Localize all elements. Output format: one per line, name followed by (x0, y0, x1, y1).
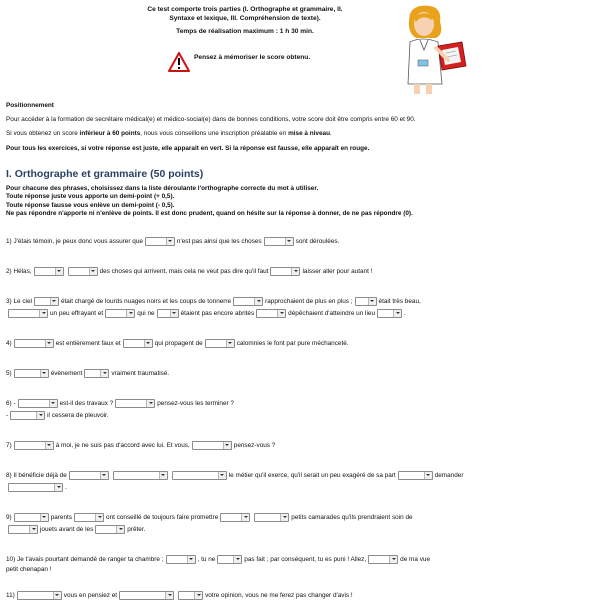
question-10-line-1 (6, 554, 430, 566)
q3-select-1[interactable] (34, 297, 59, 306)
memo-text: Pensez à mémoriser le score obtenu. (194, 54, 311, 61)
q4-select-1[interactable] (14, 339, 54, 348)
q3-select-5[interactable] (105, 309, 135, 318)
q3-text-2: était chargé de lourds nuages noirs et les coups de tonnerre (60, 298, 232, 305)
q9-text-5: jouets avant de les (40, 526, 94, 533)
q2-select-3[interactable] (270, 267, 300, 276)
intro-paragraph-2 (6, 130, 332, 139)
q9-text-6: prêter. (127, 526, 146, 533)
chevron-down-icon (95, 514, 103, 521)
chevron-down-icon (170, 310, 178, 317)
q3-select-3[interactable] (355, 297, 377, 306)
q1-text-2: n'est pas ainsi que les choses (176, 238, 262, 245)
section-1-title: I. Orthographe et grammaire (50 points) (6, 168, 204, 180)
chevron-down-icon (165, 592, 173, 599)
intro-paragraph-3: Pour tous les exercices, si votre réponse est juste, elle apparaît en vert. Si la réponse est fausse, elle apparaît en rouge. (6, 145, 370, 152)
chevron-down-icon (116, 526, 124, 533)
chevron-down-icon (218, 472, 226, 479)
intro-p2-e: . (330, 130, 332, 137)
chevron-down-icon (368, 298, 376, 305)
q9-text-2: parents (50, 514, 73, 521)
q3-text-4: était très beau, (378, 298, 421, 305)
q5-select-2[interactable] (84, 369, 109, 378)
q6-text-3: pensez-vous les terminer ? (157, 400, 234, 407)
question-8-line-1 (6, 470, 463, 482)
question-6-line-1 (6, 398, 234, 410)
header-time: Temps de réalisation maximum : 1 h 30 min. (176, 28, 314, 36)
question-9-line-1 (6, 512, 413, 524)
question-4 (6, 338, 349, 350)
question-10-line-2 (6, 564, 51, 576)
chevron-down-icon (100, 370, 108, 377)
q2-text-2: des choses qui arrivent, mais cela ne veut pas dire qu'il faut (99, 268, 269, 275)
q3-select-2[interactable] (233, 297, 263, 306)
q9-select-5[interactable] (8, 525, 38, 534)
q4-select-3[interactable] (205, 339, 235, 348)
chevron-down-icon (126, 310, 134, 317)
chevron-down-icon (89, 268, 97, 275)
q10-select-2[interactable] (217, 555, 242, 564)
q3-text-7: étaient pas encore abrités (180, 310, 255, 317)
q3-select-4[interactable] (8, 309, 48, 318)
question-9-line-2 (6, 524, 145, 536)
q1-text-3: sont déroulées. (295, 238, 340, 245)
chevron-down-icon (187, 556, 195, 563)
q3-select-7[interactable] (256, 309, 286, 318)
q8-select-4[interactable] (398, 471, 433, 480)
q8-select-3[interactable] (172, 471, 227, 480)
question-3-line-1 (6, 296, 421, 308)
chevron-down-icon (241, 514, 249, 521)
q4-text-1: 4) (6, 340, 12, 347)
chevron-down-icon (424, 472, 432, 479)
q6-select-1[interactable] (18, 399, 58, 408)
chevron-down-icon (223, 442, 231, 449)
q5-text-3: vraiment traumatisé. (111, 370, 170, 377)
question-5 (6, 368, 169, 380)
question-1 (6, 236, 339, 248)
intro-p2-score: inférieur à 60 points (79, 130, 141, 137)
test-header (120, 6, 370, 42)
q8-text-1: 8) Il bénéficie déjà de (6, 472, 67, 479)
q8-text-2: le métier qu'il exerce, qu'il serait un peu exagéré de sa part (228, 472, 396, 479)
q9-select-3[interactable] (220, 513, 250, 522)
q10-text-3: pas fait ; par conséquent, tu es puni ! Allez, (244, 556, 367, 563)
chevron-down-icon (280, 514, 288, 521)
chevron-down-icon (144, 340, 152, 347)
q1-text-1: 1) J'étais témoin, je peux donc vous assurer que (6, 238, 143, 245)
q3-text-3: rapprochaient de plus en plus ; (265, 298, 353, 305)
q8-text-4: . (65, 484, 67, 491)
q9-text-4: petits camarades qu'ils prendraient soin de (291, 514, 413, 521)
q4-text-3: qui propagent de (154, 340, 203, 347)
chevron-down-icon (166, 238, 174, 245)
q10-select-3[interactable] (368, 555, 398, 564)
q2-select-2[interactable] (68, 267, 98, 276)
chevron-down-icon (277, 310, 285, 317)
q3-text-5: un peu effrayant et (50, 310, 104, 317)
chevron-down-icon (100, 472, 108, 479)
chevron-down-icon (146, 400, 154, 407)
secretary-illustration-icon (392, 4, 468, 94)
q3-select-6[interactable] (157, 309, 179, 318)
q11-select-3[interactable] (178, 591, 203, 600)
q6-select-2[interactable] (115, 399, 155, 408)
q9-text-3: ont conseillé de toujours faire promettre (106, 514, 219, 521)
q5-select-1[interactable] (14, 369, 49, 378)
q4-select-2[interactable] (123, 339, 153, 348)
chevron-down-icon (39, 310, 47, 317)
q9-select-6[interactable] (95, 525, 125, 534)
question-8-line-2 (6, 482, 67, 494)
intro-p2-mise-a-niveau: mise à niveau (288, 130, 330, 137)
question-7 (6, 440, 275, 452)
chevron-down-icon (226, 340, 234, 347)
chevron-down-icon (36, 412, 44, 419)
q6-text-5: il cessera de pleuvoir. (47, 412, 109, 419)
q9-text-1: 9) (6, 514, 12, 521)
chevron-down-icon (159, 472, 167, 479)
chevron-down-icon (233, 556, 241, 563)
chevron-down-icon (254, 298, 262, 305)
q3-text-1: 3) Le ciel (6, 298, 32, 305)
instruction-3: Toute réponse fausse vous enlève un demi-point (- 0,5). (6, 201, 175, 209)
q8-text-3: demander (434, 472, 464, 479)
q11-text-1: 11) (6, 592, 15, 599)
q11-text-3: votre opinion, vous ne me ferez pas changer d'avis ! (205, 592, 353, 599)
instruction-1: Pour chacune des phrases, choisissez dans la liste déroulante l'orthographe correcte du mot à utiliser. (6, 185, 319, 192)
memo-warning (168, 52, 388, 72)
chevron-down-icon (285, 238, 293, 245)
q2-text-3: laisser aller pour autant ! (302, 268, 373, 275)
q3-text-9: . (404, 310, 406, 317)
q11-text-2: vous en pensiez et (63, 592, 118, 599)
q3-text-6: qui ne (137, 310, 155, 317)
q8-select-2[interactable] (113, 471, 168, 480)
chevron-down-icon (55, 268, 63, 275)
intro-paragraph-1: Pour accéder à la formation de secrétaire médical(e) et médico-social(e) dans de bonnes conditions, votre score doit être compris entre 60 et 90. (6, 116, 416, 123)
q1-select-2[interactable] (264, 237, 294, 246)
q3-text-8: dépêchaient d'atteindre un lieu (288, 310, 376, 317)
q2-text-1: 2) Hélas, (6, 268, 32, 275)
question-3-line-2 (6, 308, 406, 320)
chevron-down-icon (54, 484, 62, 491)
chevron-down-icon (393, 310, 401, 317)
question-11 (6, 590, 353, 600)
q11-select-2[interactable] (119, 591, 174, 600)
q4-text-4: calomnies le font par pure méchanceté. (236, 340, 349, 347)
q9-select-2[interactable] (74, 513, 104, 522)
chevron-down-icon (53, 592, 61, 599)
q1-select-1[interactable] (145, 237, 175, 246)
q11-select-1[interactable] (17, 591, 62, 600)
intro-p2-a: Si vous obtenez un score (6, 130, 80, 137)
q7-text-1: 7) (6, 442, 12, 449)
q9-select-4[interactable] (254, 513, 289, 522)
q10-text-1: 10) Je t'avais pourtant demandé de ranger ta chambre ; (6, 556, 164, 563)
question-6-line-2 (6, 410, 109, 422)
chevron-down-icon (50, 298, 58, 305)
q5-text-2: évènement (50, 370, 83, 377)
q10-text-5: petit chenapan ! (6, 566, 52, 573)
q6-select-3[interactable] (10, 411, 45, 420)
instruction-2: Toute réponse juste vous apporte un demi-point (+ 0,5). (6, 193, 175, 201)
chevron-down-icon (194, 592, 202, 599)
q3-select-8[interactable] (377, 309, 402, 318)
intro-p2-c: , nous vous conseillons une inscription préalable en (140, 130, 289, 137)
q8-select-5[interactable] (8, 483, 63, 492)
chevron-down-icon (389, 556, 397, 563)
question-2 (6, 266, 372, 278)
q4-text-2: est entièrement faux et (55, 340, 121, 347)
q10-text-2: , tu ne (197, 556, 216, 563)
warning-icon (168, 52, 190, 72)
chevron-down-icon (291, 268, 299, 275)
q7-text-3: pensez-vous ? (233, 442, 276, 449)
chevron-down-icon (40, 514, 48, 521)
q7-text-2: à moi, je ne suis pas d'accord avec lui. Et vous, (55, 442, 190, 449)
q10-select-1[interactable] (166, 555, 196, 564)
intro-title: Positionnement (6, 102, 54, 109)
q8-select-1[interactable] (69, 471, 109, 480)
instruction-4: Ne pas répondre n'apporte ni n'enlève de points. Il est donc prudent, quand on hésite sur la réponse à donner, de ne pas répondre (0). (6, 209, 413, 217)
q7-select-2[interactable] (192, 441, 232, 450)
chevron-down-icon (49, 400, 57, 407)
chevron-down-icon (40, 370, 48, 377)
chevron-down-icon (45, 442, 53, 449)
q10-text-4: de ma vue (400, 556, 430, 563)
q6-text-2: est-il des travaux ? (59, 400, 114, 407)
q6-text-1: 6) - (6, 400, 16, 407)
section-1-instructions (6, 185, 413, 218)
chevron-down-icon (45, 340, 53, 347)
chevron-down-icon (29, 526, 37, 533)
q6-text-4: - (6, 412, 9, 419)
header-line1: Ce test comporte trois parties (I. Orthographe et grammaire, II. (147, 6, 343, 13)
q7-select-1[interactable] (14, 441, 54, 450)
header-line2: Syntaxe et lexique, III. Compréhension de texte). (169, 14, 321, 22)
q5-text-1: 5) (6, 370, 12, 377)
q2-select-1[interactable] (34, 267, 64, 276)
q9-select-1[interactable] (14, 513, 49, 522)
